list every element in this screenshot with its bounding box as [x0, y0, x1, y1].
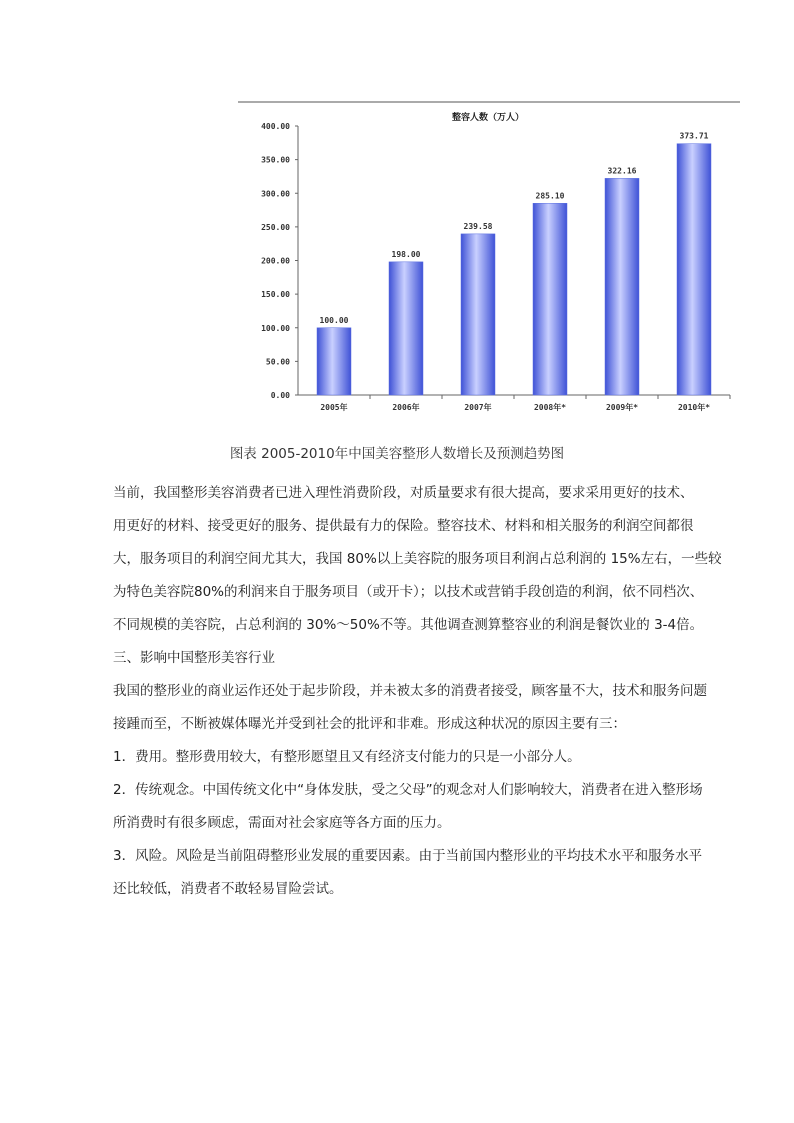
- x-tick-label: 2006年: [392, 403, 420, 412]
- y-tick-label: 300.00: [261, 189, 290, 199]
- text-line: 所消费时有很多顾虑，需面对社会家庭等各方面的压力。: [113, 815, 451, 831]
- x-tick-label: 2010年*: [677, 403, 711, 412]
- y-tick-label: 100.00: [261, 323, 290, 333]
- text-line: 2．传统观念。中国传统文化中“身体发肤，受之父母”的观念对人们影响较大，消费者在进入整形场: [113, 782, 703, 798]
- bar-chart: [238, 100, 740, 425]
- x-tick-label: 2009年*: [605, 403, 639, 412]
- x-tick-label: 2007年: [464, 403, 492, 412]
- bar-value-label: 239.58: [463, 221, 493, 231]
- y-tick-label: 50.00: [265, 357, 290, 367]
- text-line: 我国的整形业的商业运作还处于起步阶段，并未被太多的消费者接受，顾客量不大，技术和服务问题: [113, 683, 707, 699]
- figure-caption: 图表 2005-2010年中国美容整形人数增长及预测趋势图: [229, 446, 565, 462]
- text-line: 3．风险。风险是当前阻碍整形业发展的重要因素。由于当前国内整形业的平均技术水平和服务水平: [113, 848, 703, 864]
- bar: [461, 234, 495, 395]
- y-tick-label: 250.00: [261, 222, 290, 232]
- bar: [533, 203, 567, 395]
- bar: [389, 262, 423, 395]
- y-tick-label: 350.00: [261, 155, 290, 165]
- bar-value-label: 322.16: [607, 166, 637, 176]
- text-line: 当前，我国整形美容消费者已进入理性消费阶段，对质量要求有很大提高，要求采用更好的技术、: [113, 485, 694, 501]
- chart-title: 整容人数（万人）: [451, 113, 525, 123]
- chart-svg: [238, 100, 740, 425]
- y-tick-label: 200.00: [261, 256, 290, 266]
- bar: [677, 144, 711, 395]
- text-line: 大，服务项目的利润空间尤其大，我国 80%以上美容院的服务项目利润占总利润的 15%左右，一些较: [113, 551, 722, 567]
- bar: [317, 328, 351, 395]
- text-line: 还比较低，消费者不敢轻易冒险尝试。: [113, 881, 343, 897]
- bar-value-label: 373.71: [679, 131, 709, 141]
- bar-value-label: 285.10: [535, 191, 565, 201]
- text-line: 接踵而至，不断被媒体曝光并受到社会的批评和非难。形成这种状况的原因主要有三：: [113, 716, 626, 732]
- y-tick-label: 0.00: [270, 391, 290, 400]
- text-line: 用更好的材料、接受更好的服务、提供最有力的保险。整容技术、材料和相关服务的利润空间都很: [113, 518, 694, 534]
- text-line: 为特色美容院80%的利润来自于服务项目（或开卡）；以技术或营销手段创造的利润，依不同档次、: [113, 584, 704, 600]
- y-tick-label: 400.00: [261, 122, 290, 131]
- text-line: 1．费用。整形费用较大，有整形愿望且又有经济支付能力的只是一小部分人。: [113, 749, 581, 765]
- y-tick-label: 150.00: [261, 290, 290, 300]
- text-line: 不同规模的美容院，占总利润的 30%～50%不等。其他调查测算整容业的利润是餐饮业的 3-4倍。: [113, 617, 704, 633]
- x-tick-label: 2008年*: [533, 403, 567, 412]
- bar-value-label: 100.00: [319, 315, 349, 325]
- section-heading: 三、影响中国整形美容行业: [113, 650, 275, 666]
- bar: [605, 178, 639, 395]
- bar-value-label: 198.00: [391, 249, 421, 259]
- document-body: [113, 477, 794, 906]
- x-tick-label: 2005年: [320, 403, 348, 412]
